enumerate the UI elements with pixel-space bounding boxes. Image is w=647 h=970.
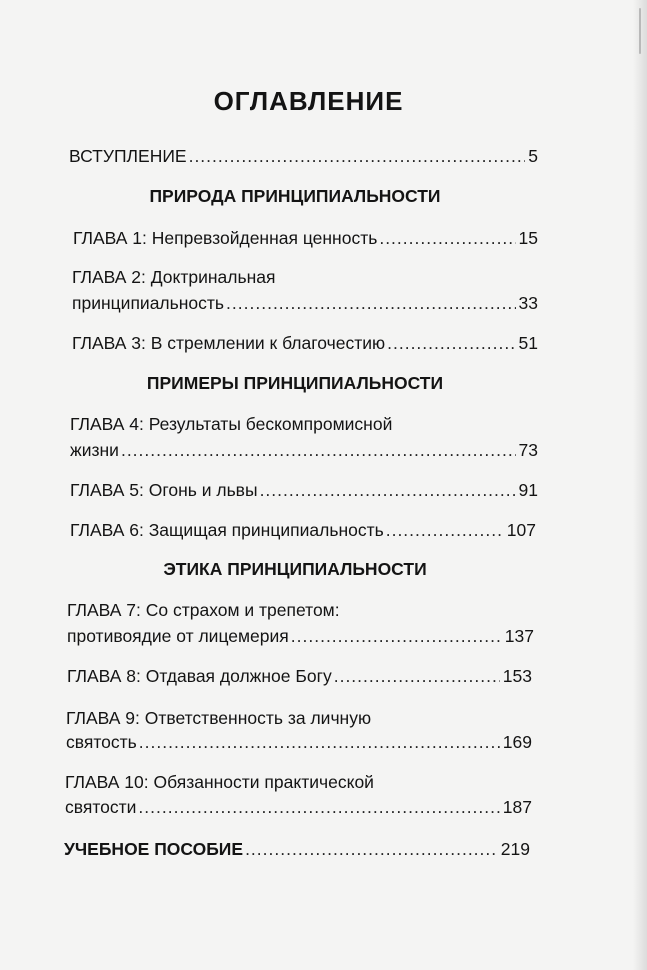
leader-dots: [189, 146, 526, 167]
toc-page-number: 91: [518, 480, 538, 500]
toc-entry-chapter-10[interactable]: [65, 797, 532, 818]
toc-entry-chapter-6[interactable]: [70, 520, 536, 541]
toc-entry-label: ГЛАВА 1: Непревзойденная ценность: [73, 228, 378, 248]
toc-entry-chapter-9-title[interactable]: ГЛАВА 9: Ответственность за личную: [66, 708, 372, 728]
toc-page-number: 51: [518, 333, 538, 353]
toc-page-number: 73: [518, 440, 538, 460]
toc-entry-chapter-7-title[interactable]: ГЛАВА 7: Со страхом и трепетом:: [67, 600, 340, 620]
toc-entry-intro[interactable]: [69, 146, 538, 167]
toc-entry-chapter-9[interactable]: [66, 732, 532, 753]
page-edge: [633, 0, 647, 970]
section-heading: ПРИМЕРЫ ПРИНЦИПИАЛЬНОСТИ: [146, 373, 444, 393]
leader-dots: [334, 666, 500, 687]
toc-page-number: 15: [518, 228, 538, 248]
toc-page-number: 187: [502, 797, 532, 817]
toc-page-number: 153: [502, 666, 532, 686]
leader-dots: [139, 732, 500, 753]
toc-entry-chapter-1[interactable]: [73, 228, 538, 249]
toc-entry-study-guide[interactable]: [64, 839, 530, 860]
section-heading: ПРИРОДА ПРИНЦИПИАЛЬНОСТИ: [149, 186, 441, 206]
toc-entry-label: УЧЕБНОЕ ПОСОБИЕ: [64, 839, 244, 859]
leader-dots: [379, 228, 515, 249]
toc-entry-label: ГЛАВА 5: Огонь и львы: [70, 480, 258, 500]
toc-entry-chapter-2-title[interactable]: ГЛАВА 2: Доктринальная: [72, 267, 276, 287]
toc-entry-chapter-4[interactable]: [70, 440, 538, 461]
page-edge-mark: [639, 8, 641, 54]
leader-dots: [291, 626, 502, 647]
toc-entry-chapter-3[interactable]: [72, 333, 538, 354]
toc-entry-chapter-10-title[interactable]: ГЛАВА 10: Обязанности практической: [65, 772, 374, 792]
toc-entry-label: святости: [65, 797, 137, 817]
toc-entry-label: ГЛАВА 8: Отдавая должное Богу: [67, 666, 332, 686]
toc-entry-label: жизни: [70, 440, 119, 460]
toc-page-number: 137: [504, 626, 534, 646]
toc-entry-label: ГЛАВА 6: Защищая принципиальность: [70, 520, 384, 540]
toc-entry-chapter-8[interactable]: [67, 666, 532, 687]
leader-dots: [387, 333, 515, 354]
leader-dots: [245, 839, 498, 860]
page-title: ОГЛАВЛЕНИЕ: [213, 86, 404, 116]
toc-page-number: 219: [500, 839, 530, 859]
leader-dots: [121, 440, 516, 461]
toc-page-number: 169: [502, 732, 532, 752]
toc-entry-label: ВСТУПЛЕНИЕ: [69, 146, 187, 166]
leader-dots: [138, 797, 499, 818]
toc-entry-label: принципиальность: [72, 293, 225, 313]
toc-entry-chapter-4-title[interactable]: ГЛАВА 4: Результаты бескомпромисной: [70, 414, 393, 434]
leader-dots: [226, 293, 515, 314]
leader-dots: [386, 520, 504, 541]
toc-page-number: 107: [506, 520, 536, 540]
leader-dots: [260, 480, 516, 501]
toc-entry-chapter-7[interactable]: [67, 626, 534, 647]
toc-entry-label: противоядие от лицемерия: [67, 626, 289, 646]
toc-entry-chapter-5[interactable]: [70, 480, 538, 501]
toc-page-number: 33: [518, 293, 538, 313]
toc-entry-chapter-2[interactable]: [72, 293, 538, 314]
toc-page-number: 5: [528, 146, 538, 166]
toc-entry-label: ГЛАВА 3: В стремлении к благочестию: [72, 333, 386, 353]
toc-entry-label: святость: [66, 732, 137, 752]
section-heading: ЭТИКА ПРИНЦИПИАЛЬНОСТИ: [163, 559, 427, 579]
